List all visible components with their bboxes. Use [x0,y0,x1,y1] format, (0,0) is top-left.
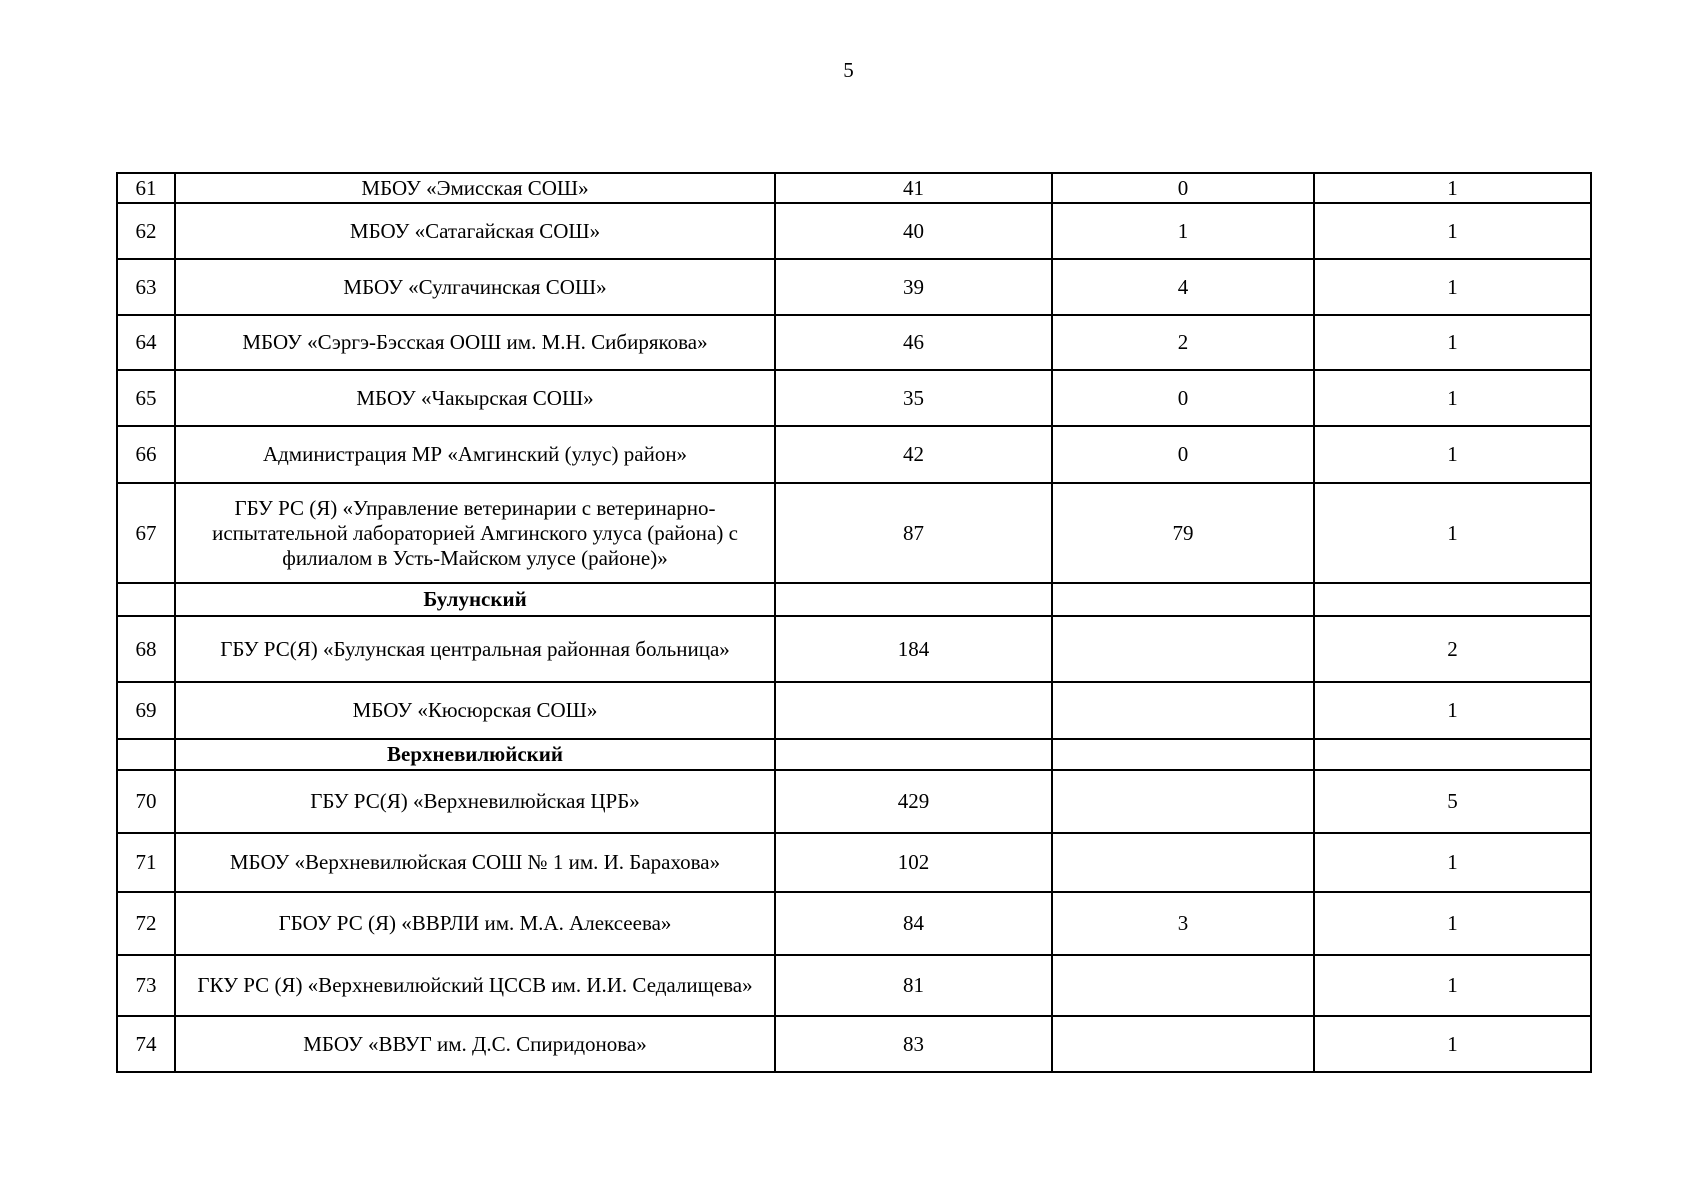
organization-name: МБОУ «Эмисская СОШ» [175,173,775,203]
value-column-1: 102 [775,833,1052,892]
organization-name: ГБОУ РС (Я) «ВВРЛИ им. М.А. Алексеева» [175,892,775,955]
value-column-2 [1052,833,1314,892]
row-number: 63 [117,259,175,315]
table-row [117,259,1591,315]
organization-name: МБОУ «Сулгачинская СОШ» [175,259,775,315]
table-row [117,203,1591,259]
value-column-3: 1 [1314,892,1591,955]
value-column-3: 1 [1314,259,1591,315]
row-number: 72 [117,892,175,955]
value-column-1: 429 [775,770,1052,833]
organization-name: МБОУ «Сэргэ-Бэсская ООШ им. М.Н. Сибирякова» [175,315,775,370]
value-column-3: 1 [1314,1016,1591,1072]
value-column-2: 4 [1052,259,1314,315]
row-number: 73 [117,955,175,1016]
value-column-3: 1 [1314,833,1591,892]
row-number: 62 [117,203,175,259]
value-column-2 [1052,616,1314,682]
organization-name: ГБУ РС(Я) «Булунская центральная районная больница» [175,616,775,682]
empty-cell [1314,739,1591,770]
row-number: 74 [117,1016,175,1072]
page-number: 5 [843,58,854,82]
value-column-3: 1 [1314,955,1591,1016]
value-column-2 [1052,1016,1314,1072]
table-row [117,370,1591,426]
table-row [117,892,1591,955]
value-column-3: 1 [1314,426,1591,483]
value-column-2: 0 [1052,173,1314,203]
value-column-2 [1052,682,1314,739]
document-table [116,172,1592,1073]
row-number: 65 [117,370,175,426]
empty-cell [117,739,175,770]
organization-name: ГБУ РС(Я) «Верхневилюйская ЦРБ» [175,770,775,833]
value-column-1: 39 [775,259,1052,315]
table-row [117,833,1591,892]
table-row [117,315,1591,370]
value-column-3: 1 [1314,483,1591,583]
value-column-1: 41 [775,173,1052,203]
table-row [117,955,1591,1016]
section-title: Верхневилюйский [175,739,775,770]
row-number: 67 [117,483,175,583]
empty-cell [1052,739,1314,770]
empty-cell [775,583,1052,616]
row-number: 71 [117,833,175,892]
row-number: 61 [117,173,175,203]
empty-cell [1052,583,1314,616]
value-column-1 [775,682,1052,739]
value-column-1: 35 [775,370,1052,426]
row-number: 64 [117,315,175,370]
organization-name: ГКУ РС (Я) «Верхневилюйский ЦССВ им. И.И. Седалищева» [175,955,775,1016]
value-column-3: 1 [1314,173,1591,203]
organization-name: МБОУ «Верхневилюйская СОШ № 1 им. И. Барахова» [175,833,775,892]
empty-cell [775,739,1052,770]
value-column-1: 81 [775,955,1052,1016]
row-number: 66 [117,426,175,483]
value-column-2: 2 [1052,315,1314,370]
empty-cell [1314,583,1591,616]
value-column-1: 46 [775,315,1052,370]
organization-name: МБОУ «Кюсюрская СОШ» [175,682,775,739]
value-column-3: 1 [1314,370,1591,426]
section-header-row [117,583,1591,616]
value-column-1: 40 [775,203,1052,259]
value-column-2: 0 [1052,370,1314,426]
table-row [117,1016,1591,1072]
value-column-2: 79 [1052,483,1314,583]
row-number: 69 [117,682,175,739]
value-column-3: 1 [1314,682,1591,739]
table-row [117,682,1591,739]
empty-cell [117,583,175,616]
value-column-3: 1 [1314,203,1591,259]
table-row [117,426,1591,483]
table-row [117,616,1591,682]
organization-name: МБОУ «Чакырская СОШ» [175,370,775,426]
value-column-1: 83 [775,1016,1052,1072]
row-number: 68 [117,616,175,682]
value-column-1: 87 [775,483,1052,583]
table-row [117,483,1591,583]
table-row [117,770,1591,833]
value-column-2: 0 [1052,426,1314,483]
organization-name: МБОУ «Сатагайская СОШ» [175,203,775,259]
section-header-row [117,739,1591,770]
value-column-1: 42 [775,426,1052,483]
value-column-1: 184 [775,616,1052,682]
value-column-3: 1 [1314,315,1591,370]
value-column-1: 84 [775,892,1052,955]
row-number: 70 [117,770,175,833]
organization-name: ГБУ РС (Я) «Управление ветеринарии с ветеринарно-испытательной лабораторией Амгинского улуса (района) с филиалом в Усть-Майском улусе (районе)» [175,483,775,583]
table-row [117,173,1591,203]
value-column-2 [1052,955,1314,1016]
organization-name: МБОУ «ВВУГ им. Д.С. Спиридонова» [175,1016,775,1072]
value-column-2: 1 [1052,203,1314,259]
value-column-2 [1052,770,1314,833]
section-title: Булунский [175,583,775,616]
value-column-3: 5 [1314,770,1591,833]
value-column-2: 3 [1052,892,1314,955]
organization-name: Администрация МР «Амгинский (улус) район» [175,426,775,483]
value-column-3: 2 [1314,616,1591,682]
